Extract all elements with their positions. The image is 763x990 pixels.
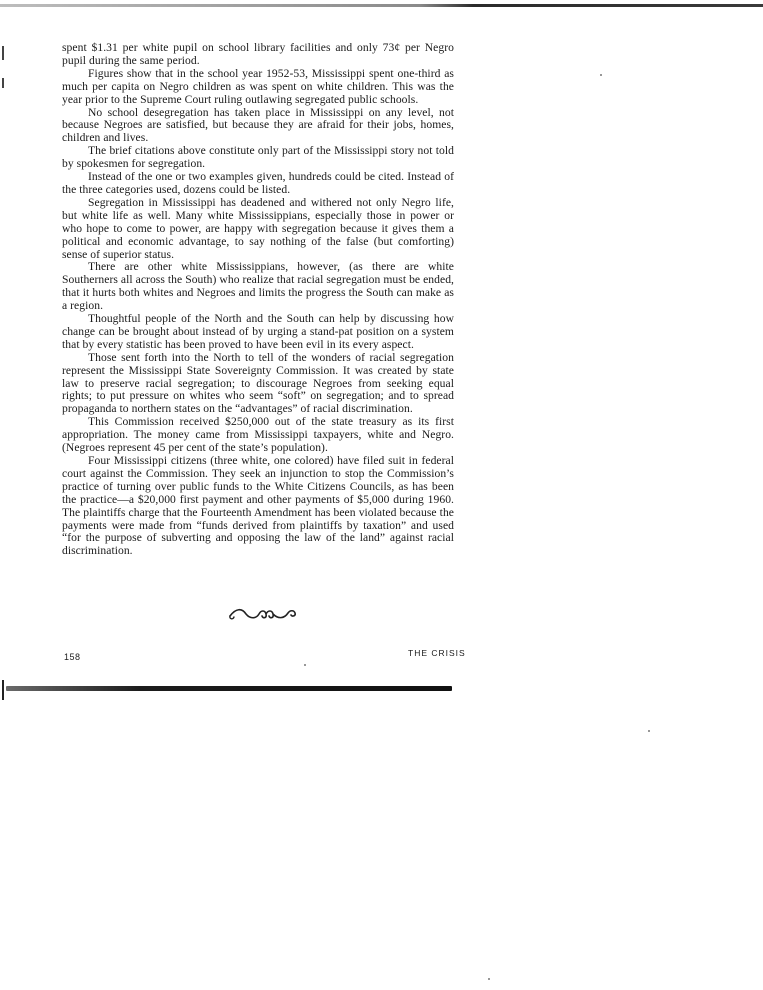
article-body [62, 42, 454, 558]
page-number: 158 [64, 652, 81, 662]
left-margin-mark [2, 680, 4, 700]
scan-speck [488, 978, 490, 980]
paragraph: No school desegregation has taken place in Mississippi on any level, not because Negroes are satisfied, but because they are afraid for their jobs, homes, children and lives. [62, 105, 454, 145]
publication-name: THE CRISIS [408, 648, 466, 658]
top-scan-rule [0, 4, 763, 7]
left-margin-mark [2, 46, 4, 60]
paragraph: This Commission received $250,000 out of the state treasury as its first appropriation. The money came from Mississippi taxpayers, white and Negro. (Negroes represent 45 per cent of the state’s population). [62, 415, 454, 455]
paragraph: spent $1.31 per white pupil on school library facilities and only 73¢ per Negro pupil during the same period. [62, 41, 454, 67]
paragraph: Segregation in Mississippi has deadened and withered not only Negro life, but white life as well. Many white Mississippians, especially those in power or who hope to come to power, are happy with segregation because it gives them a political and economic advantage, to say nothing of the false (but comforting) sense of superior status. [62, 195, 454, 261]
bottom-scan-rule [6, 686, 452, 691]
paragraph: Those sent forth into the North to tell of the wonders of racial segregation represent the Mississippi State Sovereignty Commission. It was created by state law to preserve racial segregation; to discourage Negroes from seeking equal rights; to put pressure on whites who seem “soft” on segregation; and to spread propaganda to northern states on the “advantages” of racial discrimination. [62, 350, 454, 416]
paragraph: Thoughtful people of the North and the South can help by discussing how change can be brought about instead of by urging a stand-pat position on a system that by every statistic has been proved to have been evil in its every aspect. [62, 312, 454, 351]
paragraph: The brief citations above constitute only part of the Mississippi story not told by spokesmen for segregation. [62, 144, 454, 171]
paragraph: There are other white Mississippians, however, (as there are white Southerners all across the South) who realize that racial segregation must be ended, that it hurts both whites and Negroes and limits the progress the South can make as a region. [62, 260, 454, 313]
swash-ornament-icon [226, 604, 298, 624]
paragraph: Figures show that in the school year 1952-53, Mississippi spent one-third as much per capita on Negro children as was spent on white children. This was the year prior to the Supreme Court ruling outlawing segregated public schools. [62, 66, 454, 106]
scan-speck [648, 730, 650, 732]
scan-speck [600, 74, 602, 76]
paragraph: Instead of the one or two examples given, hundreds could be cited. Instead of the three categories used, dozens could be listed. [62, 170, 454, 196]
left-margin-mark [2, 78, 4, 88]
paragraph: Four Mississippi citizens (three white, one colored) have filed suit in federal court against the Commission. They seek an injunction to stop the Commission’s practice of turning over public funds to the White Citizens Councils, as has been the practice—a $20,000 first payment and other payments of $5,000 during 1960. The plaintiffs charge that the Fourteenth Amendment has been violated because the payments were made from “funds derived from plaintiffs by taxation” and used “for the purpose of subverting and opposing the law of the land” against racial discrimination. [62, 454, 454, 558]
scan-speck [304, 664, 306, 666]
